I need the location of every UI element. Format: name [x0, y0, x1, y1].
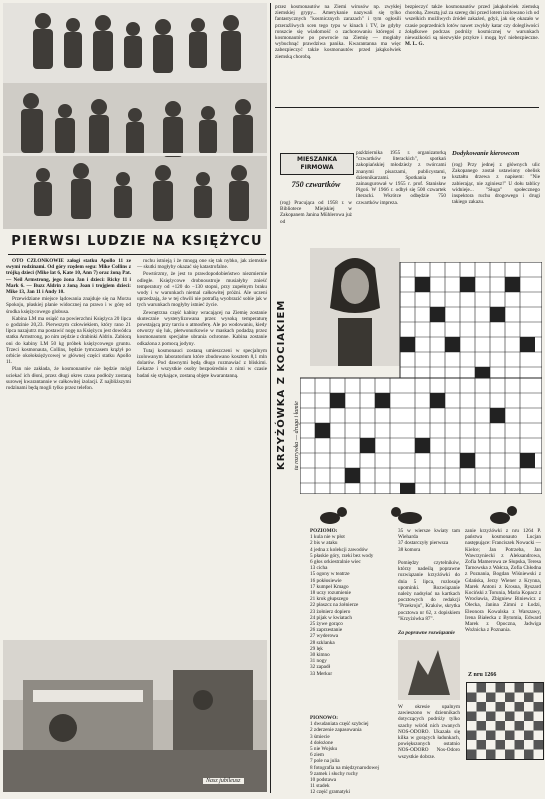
across-item: 6 głos orkiestralnie wiec [310, 559, 361, 566]
chess-square [524, 683, 534, 693]
chess-square [467, 731, 477, 741]
box-text-continued: października 1955 r. organizatorką "czwartków literackich", spotkań zakopiańskiej młodzieży z twórcami znanymi pisarzami, publicystami, dziennikarzami. Spotkania te zainaugurował w 1955 r. prof. Stanisław Pigoń. W 1966 r. odbył się 500 czwartek literacki. Wkrótce odbędzie 750 czwartków impreza. [356, 150, 446, 206]
across-item: 15 ogony w teatrze [310, 571, 350, 578]
chess-square [496, 721, 506, 731]
chess-square [496, 702, 506, 712]
chess-square [467, 693, 477, 703]
chess-square [486, 740, 496, 750]
chess-square [524, 712, 534, 722]
chess-square [477, 740, 487, 750]
across-item: 21 krok głupszego [310, 596, 349, 603]
across-item: 13 cicha [310, 565, 328, 572]
chess-square [467, 712, 477, 722]
chess-small-art [398, 640, 460, 700]
lab-photo-scene [3, 640, 267, 792]
chess-square [486, 693, 496, 703]
bottom-caption: Nasz jubileusz [203, 778, 244, 784]
chess-square [534, 731, 544, 741]
answers-title: Za poprawne rozwiązanie [398, 630, 455, 636]
chess-square [524, 750, 534, 760]
drivers-title: Dodykowanie kierowcom [452, 150, 520, 157]
chess-square [505, 740, 515, 750]
across-item: 23 żołnierz dopiero [310, 608, 351, 615]
headline: PIERWSI LUDZIE NA KSIĘŻYCU [11, 234, 263, 249]
chess-square [524, 721, 534, 731]
chess-square [505, 702, 515, 712]
chess-square [515, 702, 525, 712]
chess-square [534, 693, 544, 703]
center-divider [270, 3, 271, 793]
chess-square [524, 693, 534, 703]
chess-square [486, 750, 496, 760]
chess-square [534, 721, 544, 731]
chess-square [515, 721, 525, 731]
down-item: 5 nie Wojsku [310, 746, 338, 753]
chess-square [477, 721, 487, 731]
chess-square [467, 750, 477, 760]
chess-square [515, 750, 525, 760]
drivers-text: (rog) Przy jednej z głównych ulic Zakopanego został ustawiony obelisk kształtu drzewa z napisem: "Nie zabierając, nie zginiesz!" U dołu tablicy widnieje... "Sługa" społecznego inspektora ruchu drogowego i drugi takiego zakazu. [452, 162, 540, 206]
crossword-title: KRZYŻÓWKA Z KOCIAKIEM [276, 299, 287, 470]
chess-square [496, 740, 506, 750]
across-item: 1 kula nie w płot [310, 534, 345, 541]
article-risk: ruchu istnieją i że mnogą one się tak nybko, jak ziemskie — skutki mogłyby okazać się katastrofalne. [137, 258, 267, 271]
chess-square [477, 750, 487, 760]
clues-across [310, 528, 395, 728]
across-item: 27 wyderowa [310, 633, 339, 640]
chess-square [505, 731, 515, 741]
across-item: 32 zapadł [310, 664, 331, 671]
chess-square [477, 731, 487, 741]
chess-square [505, 750, 515, 760]
article-landing: Przewidziane miejsce lądowania znajduje się na Morzu Spokoju, płaskiej planie widocznej na prawo i w górę od środka księżycowego globusa. [6, 296, 131, 315]
box-subtitle: 750 czwartków [291, 180, 341, 189]
down-item: 4 dołożone [310, 739, 333, 746]
chess-square [486, 683, 496, 693]
down-item: 10 podstawa [310, 777, 337, 784]
across-item: 4 jedna z kolekcji zawodów [310, 546, 368, 553]
across-item: 25 żywe gorąco [310, 621, 343, 628]
chess-square [515, 712, 525, 722]
chess-square [505, 712, 515, 722]
chess-square [524, 740, 534, 750]
answers-winners: zanie krzyżówki z nru 1264 P. państwa kosmonauto Lucjan następujące: Franciszek Nowacki — Kielce; Jan Potrzeba, Jan Wawrzyniecki z Aleksandrowa, Zofia Mamerowa ze Słupska, Teresa Tarnowska z Wałcza, Zofia Chłodna z Poznania, Bogdan Wiśniewski z Gdańska, Jerzy Wiener z Krynna, Marek Antoni z Krosna, Ryszard Kociński z Torunia, Maria Kopacz z Wrocławia, Zbigniew Biniewicz z Olecka, Janina Zimni z Łodzi, Eleonora Kowalska z Warszawy, Irena Białecka z Bytomia, Edward Marek z Opoczna, Jadwiga Woźnicka z Poznania. [465, 528, 541, 634]
across-item: 18 uczy rozumienie [310, 590, 351, 597]
chess-square [496, 683, 506, 693]
across-item: 22 płaszcz na żołnierze [310, 602, 359, 609]
chess-square [467, 721, 477, 731]
chess-square [524, 731, 534, 741]
families-photo [3, 3, 267, 229]
chess-square [505, 683, 515, 693]
across-item: 5 płaskie góry, rzeki bez wody [310, 552, 374, 559]
across-item: 37 dostarczyły pierwsza [398, 540, 449, 547]
article-column-1 [6, 258, 131, 634]
chess-square [524, 702, 534, 712]
across-item: 17 kumpel Kmago [310, 583, 349, 590]
across-item: 38 komora [398, 546, 421, 553]
cats-illustration [300, 500, 542, 526]
down-item: 3 śmiecie [310, 733, 330, 740]
article-column-3: przez kosmonautów na Ziemi wirusów np. zwykłej ziemskiej grypy... Amerykanie nazywali się tylko fantastycznych "kosmicznych zarazach" i tym ogłosili przeraźliwych scen tego typu w kinach i TV, że gdyby ronszcie się wiadomość o zachorowaniu któregoś z kosmonautów po powrocie na Ziemię — mogłaby wybuchnąć prawdziwa panika. Kwarantanna ma więc zabezpieczyć także kosmonautów przed jakąkolwiek ziemską chorobą. [275, 4, 401, 60]
crossword-subtitle: ta rozrywka — druga i łamie [294, 401, 300, 470]
chess-square [496, 731, 506, 741]
across-item: 33 Merkur [310, 670, 333, 677]
down-item: 12 część gramatyki [310, 789, 351, 795]
families-photo-figures [3, 3, 267, 229]
across-item: 30 kimno [310, 652, 330, 659]
author-signature: M. L. G. [405, 41, 424, 48]
chess-square [467, 702, 477, 712]
chess-board [466, 682, 544, 760]
article-continuation: bezpieczyć także kosmonautów przed jakąkolwiek ziemską chorobą. Zresztą już za szereg dni przed lotem izolowano ich od wszelkich możliwych źródeł zakażeń, gdyż, jak się okazało w czasie poprzednich lotów nawet zwykły katar czy dolegliwości żołądkowe podczas podróży kosmicznej w warunkach nieważkości są niezwykle przykre i mogą być niebezpieczne. [405, 4, 539, 42]
chess-square [534, 740, 544, 750]
article-laboratory: Tutaj kosmonauci zostaną umieszczeni w specjalnym izolowanym laboratorium które zbudowano kosztem 8,1 mln dolarów. Pod dawnymi będą długo rozmawiać z bliskimi. Lekarze i wszystkie osoby bezpośrednio z nimi w czasie badań się stykające, zostaną objęte kwarantanną. [137, 347, 267, 379]
across-item: 2 bis w ataku [310, 540, 338, 547]
article-column-4 [405, 4, 539, 104]
article-sterilization: Zewnętrzna część kabiny wracającej na Ziemię zostanie skutecznie wysterylizowana przez wysoką temperaturę powstającą przy tarciu o atmosferę. Ale po wodowaniu, kiedy otworzy się luk, płetwonurkowie w maskach podadzą przez kosmonautom specjalne ubrania ochronne. Kabina zostanie odkażona z pomocą jodyny. [137, 309, 267, 347]
chess-square [534, 750, 544, 760]
article-plan: Plan nie zakłada, że kosmonautów nie będzie mógł uciekać ich dłoni, przez długi okres czasu podłoży zostaną surowej kwarantannie w całkowitej izolacji. Z najbliższymi rodzinami będą mogli tylko przez telefon. [6, 366, 131, 392]
chess-square [486, 731, 496, 741]
chess-square [467, 683, 477, 693]
article-intro: OTO CZŁONKOWIE załogi statku Apollo 11 ze swymi rodzinami. Od góry rzędem segu: Mike Collins z trójką dzieci (Mike lat 6, Kate 10, Ann 7) oraz żoną Pat. — Neil Armstrong, jego żona Jan i dzieci: Ricky 11 i Mark 6. — Buzz Aldrin z żoną Joan i trojgiem dzieci: Mike 13, Jan 11 i Andy 10. [6, 258, 131, 296]
clues-down [310, 715, 395, 795]
chess-square [496, 712, 506, 722]
chess-square [477, 702, 487, 712]
across-item: 16 pokłosiewie [310, 577, 342, 584]
chess-note: W okresie upalnym zawieszono w dziennikach dotyczących podróży tylko szachy wśród nich zwanych NOS-ODORO. Ukazała się kilka w gorących ładunkach, powiększonych ostatnio NOS-ODORO Nos-Odoro wszystkie dobrze. [398, 704, 460, 760]
across-item: 31 nogy [310, 658, 327, 665]
down-item: 11 stadek [310, 783, 330, 790]
chess-square [515, 740, 525, 750]
lab-photo [3, 640, 267, 792]
crossword-grid[interactable] [300, 262, 542, 494]
down-item: 9 zamek i słuchy ruchy [310, 770, 359, 777]
headline-rule [8, 254, 266, 255]
crossword-grid-svg [300, 262, 542, 494]
down-item: 1 dwudaniata część szybciej [310, 721, 369, 728]
box-title: MIESZANKA FIRMOWA [297, 156, 337, 171]
down-item: 6 ziem [310, 752, 324, 759]
top-right-rule [275, 107, 539, 108]
chess-square [477, 693, 487, 703]
chess-square [486, 721, 496, 731]
box-text: (rog) Pracująca od 1958 r. w Bibliotece Miejskiej w Zakopanem Janina Mühlerowa już od [280, 200, 352, 225]
chess-square [496, 693, 506, 703]
down-item: 8 fotografia na międzynarodowej [310, 764, 379, 771]
chess-art-svg [398, 640, 460, 700]
article-lm: Kabina LM ma osiąść na powierzchni Księżyca 20 lipca o godzinie 20,23. Pierwszym człowiekiem, który rano 21 lipca nazajutrz ma postawić nogę na Księżycu jest dowódca statku Armstrong, po nim zejdzie z drabinki Aldrin. Zabiorą oni do kabiny LM 50 kg próbek księżycowego gruntu. Trzeci kosmonauta, Collins, będzie tymczasem krążył po orbicie okołoksiężycowej w głównej części statku Apollo 11. [6, 315, 131, 366]
chess-square [515, 731, 525, 741]
chess-square [496, 750, 506, 760]
chess-square [505, 721, 515, 731]
chess-square [534, 683, 544, 693]
article-microbes: Powtórzmy, że jest to prawdopodobieństwo niezmiernie odległe. Księżycowe drobnoustroje musiałyby znieść temperatury od +120 do −130 stopni, przy zupełnym braku wody i w warunkach niemal całkowitej próżni. Ale uczeni uprzedzają, że w tej chwili nie potrafią wyobrazić sobie jak w tych warunkach mogłyby istnieć życie. [137, 271, 267, 309]
mieszanka-box [280, 153, 354, 175]
chess-square [515, 693, 525, 703]
down-item: 7 pole na julia [310, 758, 340, 765]
across-item: 28 szklanka [310, 639, 335, 646]
chess-square [515, 683, 525, 693]
clues-across-continued [398, 528, 460, 558]
chess-square [505, 693, 515, 703]
chess-square [477, 683, 487, 693]
across-label: POZIOMO: [310, 528, 338, 534]
chess-square [486, 702, 496, 712]
chess-square [477, 712, 487, 722]
down-label: PIONOWO: [310, 715, 338, 721]
chess-title: Z nru 1266 [468, 672, 497, 678]
cats-svg [300, 500, 542, 526]
down-item: 2 zderzenie zapasowania [310, 727, 362, 734]
across-item: 29 lęk [310, 645, 323, 652]
puzzle-rules: Pomiędzy czytelników, którzy nadeślą poprawne rozwiązanie krzyżówki do dnia 5 lipca, rozlosuje upominki. Rozwiązanie należy nadsyłać na kartkach pocztowych do redakcji "Przekroju", Kraków, skrytka pocztowa nr 62, z dopiskiem "Krzyżówka 87". [398, 560, 460, 622]
chess-board-svg [467, 683, 543, 759]
chess-square [486, 712, 496, 722]
chess-square [534, 712, 544, 722]
across-item: 26 zaprzestanie [310, 627, 343, 634]
chess-square [534, 702, 544, 712]
chess-square [467, 740, 477, 750]
across-item: 35 w wiersze kwiaty tam Wieharda [398, 528, 460, 541]
article-column-2 [137, 258, 267, 634]
across-item: 24 pijak w kwiatach [310, 614, 352, 621]
